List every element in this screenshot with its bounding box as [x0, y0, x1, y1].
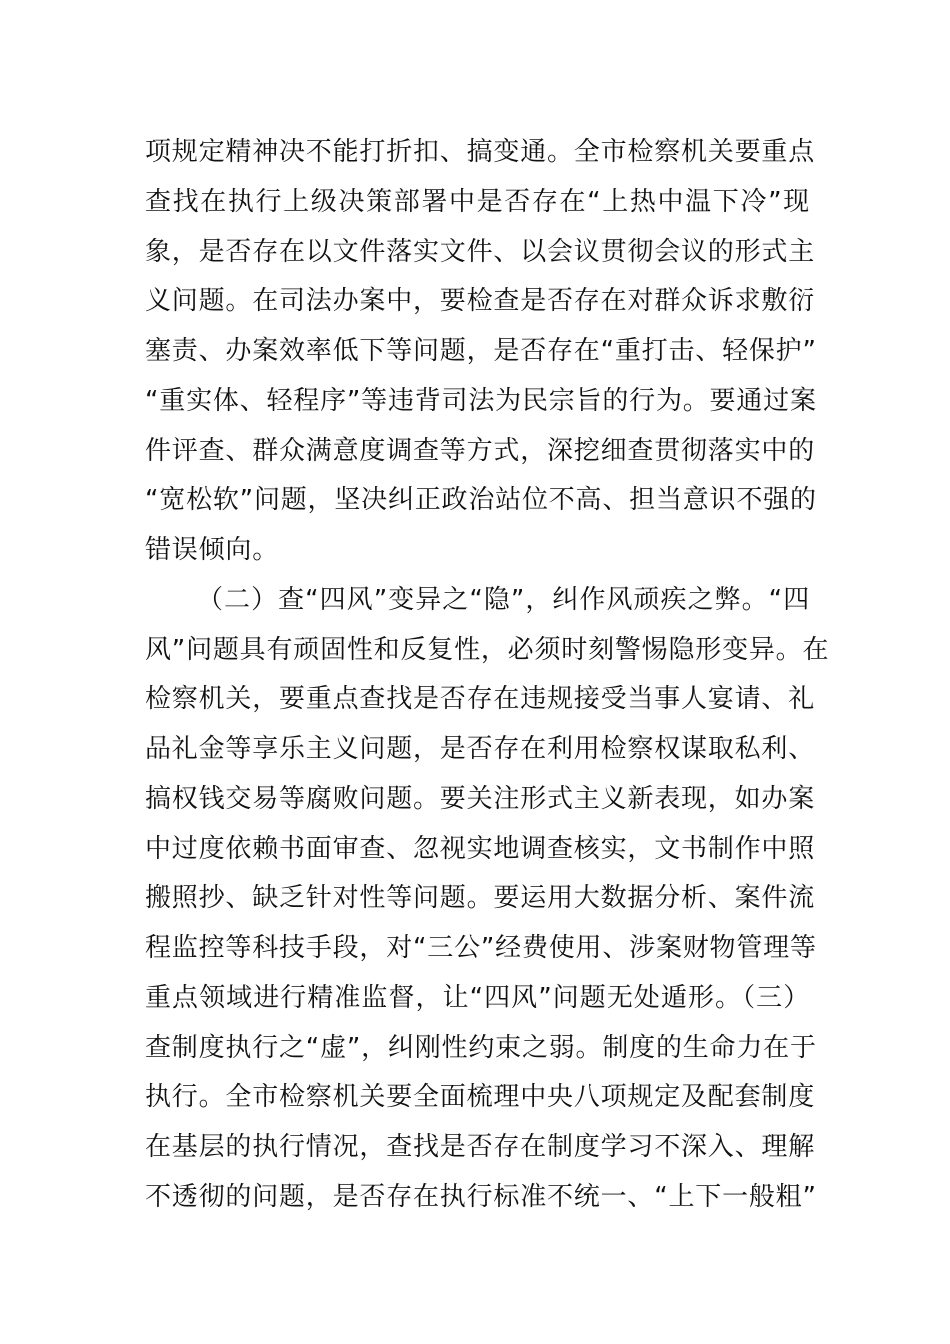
text-line: 执行。全市检察机关要全面梳理中央八项规定及配套制度: [145, 1082, 816, 1113]
text-line: 中过度依赖书面审查、忽视实地调查核实，文书制作中照: [145, 833, 816, 864]
text-line: 查找在执行上级决策部署中是否存在“上热中温下冷”现: [145, 186, 810, 217]
text-line: 搬照抄、缺乏针对性等问题。要运用大数据分析、案件流: [145, 883, 816, 914]
text-line: 象，是否存在以文件落实文件、以会议贯彻会议的形式主: [145, 236, 816, 267]
text-line: 在基层的执行情况，查找是否存在制度学习不深入、理解: [145, 1132, 816, 1162]
text-line: 件评查、群众满意度调查等方式，深挖细查贯彻落实中的: [145, 435, 816, 466]
text-line: 不透彻的问题，是否存在执行标准不统一、“上下一般粗”: [145, 1181, 817, 1212]
text-line: 查制度执行之“虚”，纠刚性约束之弱。制度的生命力在于: [145, 1032, 817, 1063]
text-line: 风”问题具有顽固性和反复性，必须时刻警惕隐形变异。在: [145, 634, 830, 665]
text-line: 塞责、办案效率低下等问题，是否存在“重打击、轻保护”: [145, 336, 817, 366]
paragraph-end-line: 错误倾向。: [145, 535, 280, 565]
text-line: “重实体、轻程序”等违背司法为民宗旨的行为。要通过案: [145, 385, 817, 416]
text-line: 程监控等科技手段，对“三公”经费使用、涉案财物管理等: [145, 933, 817, 963]
text-line: 项规定精神决不能打折扣、搞变通。全市检察机关要重点: [145, 137, 816, 167]
text-line: 品礼金等享乐主义问题，是否存在利用检察权谋取私利、: [145, 734, 816, 764]
text-line: “宽松软”问题，坚决纠正政治站位不高、担当意识不强的: [145, 485, 817, 516]
text-line: 搞权钱交易等腐败问题。要关注形式主义新表现，如办案: [145, 783, 816, 814]
text-line: 重点领域进行精准监督，让“四风”问题无处遁形。（三）: [145, 982, 810, 1013]
text-line: 义问题。在司法办案中，要检查是否存在对群众诉求敷衍: [145, 286, 816, 317]
text-line: 检察机关，要重点查找是否存在违规接受当事人宴请、礼: [145, 684, 816, 715]
document-body: [145, 128, 830, 1223]
section-heading-line: （二）查“四风”变异之“隐”，纠作风顽疾之弊。“四: [197, 584, 810, 615]
